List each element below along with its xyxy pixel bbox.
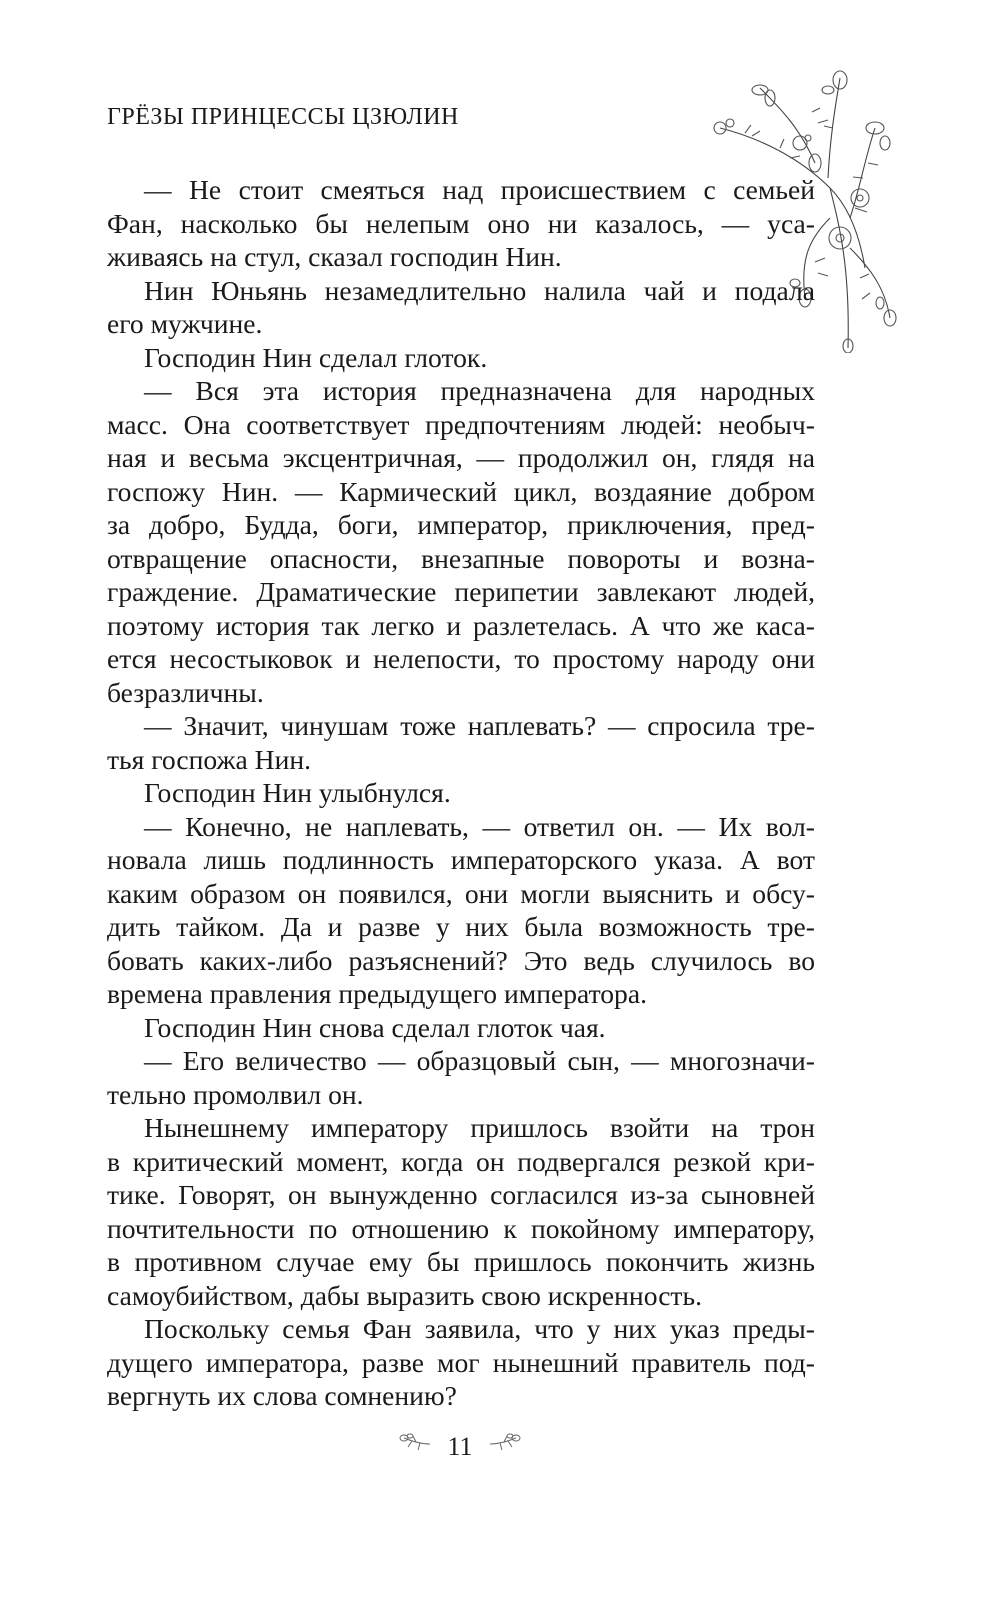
text-line: — Значит, чинушам тоже наплевать? — спросила тре- xyxy=(144,710,815,741)
text-line: новала лишь подлинность императорского указа. А вот xyxy=(107,844,815,875)
text-line: живаясь на стул, сказал господин Нин. xyxy=(107,241,562,272)
text-line: тья госпожа Нин. xyxy=(107,743,312,775)
text-line: Господин Нин снова сделал глоток чая. xyxy=(144,1011,606,1043)
text-line: почтительности по отношению к покойному императору, xyxy=(107,1212,815,1244)
text-line: времена правления предыдущего императора. xyxy=(107,978,648,1009)
text-line: граждение. Драматические перипетии завлекают людей, xyxy=(107,576,815,607)
flower-sprig-icon xyxy=(488,1430,524,1456)
flower-sprig-icon xyxy=(396,1430,432,1456)
text-line: тике. Говорят, он вынужденно согласился из-за сыновней xyxy=(107,1179,815,1210)
running-header: ГРЁЗЫ ПРИНЦЕССЫ ЦЗЮЛИН xyxy=(107,104,459,130)
text-line: тельно промолвил он. xyxy=(107,1078,364,1110)
text-line: вергнуть их слова сомнению? xyxy=(107,1380,457,1411)
text-line: дить тайком. Да и разве у них была возможность тре- xyxy=(107,911,815,942)
text-line: Нынешнему императору пришлось взойти на трон xyxy=(144,1112,815,1143)
text-line: — Конечно, не наплевать, — ответил он. — Их вол- xyxy=(144,810,815,842)
text-line: Поскольку семья Фан заявила, что у них указ преды- xyxy=(144,1313,815,1344)
text-line: Нин Юньянь незамедлительно налила чай и подала xyxy=(144,274,815,306)
text-line: — Вся эта история предназначена для народных xyxy=(144,375,815,406)
text-line: его мужчине. xyxy=(107,308,263,339)
text-line: Фан, насколько бы нелепым оно ни казалось, — уса- xyxy=(107,207,815,239)
page-footer xyxy=(0,1428,991,1468)
body-text xyxy=(107,173,815,1413)
text-line: — Его величество — образцовый сын, — многозначи- xyxy=(144,1045,815,1076)
text-line: самоубийством, дабы выразить свою искренность. xyxy=(107,1279,702,1311)
text-line: Господин Нин улыбнулся. xyxy=(144,777,451,808)
text-line: дущего императора, разве мог нынешний правитель под- xyxy=(107,1346,815,1378)
text-line: бовать каких-либо разъяснений? Это ведь случилось во xyxy=(107,944,815,976)
text-line: отвращение опасности, внезапные повороты и возна- xyxy=(107,542,815,574)
text-line: в критический момент, когда он подвергался резкой кри- xyxy=(107,1145,815,1177)
text-line: в противном случае ему бы пришлось покончить жизнь xyxy=(107,1246,815,1277)
text-line: ная и весьма эксцентричная, — продолжил он, глядя на xyxy=(107,442,815,473)
text-line: поэтому история так легко и разлетелась. А что же каса- xyxy=(107,609,815,641)
text-line: — Не стоит смеяться над происшествием с семьей xyxy=(144,174,815,205)
text-line: масс. Она соответствует предпочтениям людей: необыч- xyxy=(107,408,815,440)
page-number: 11 xyxy=(447,1432,473,1461)
text-line: за добро, Будда, боги, император, приключения, пред- xyxy=(107,509,815,540)
text-line: Господин Нин сделал глоток. xyxy=(144,341,488,373)
text-line: каким образом он появился, они могли выяснить и обсу- xyxy=(107,877,815,909)
text-line: ется несостыковок и нелепости, то простому народу они xyxy=(107,643,815,674)
text-line: госпожу Нин. — Кармический цикл, воздаяние добром xyxy=(107,475,815,507)
text-line: безразличны. xyxy=(107,676,264,708)
